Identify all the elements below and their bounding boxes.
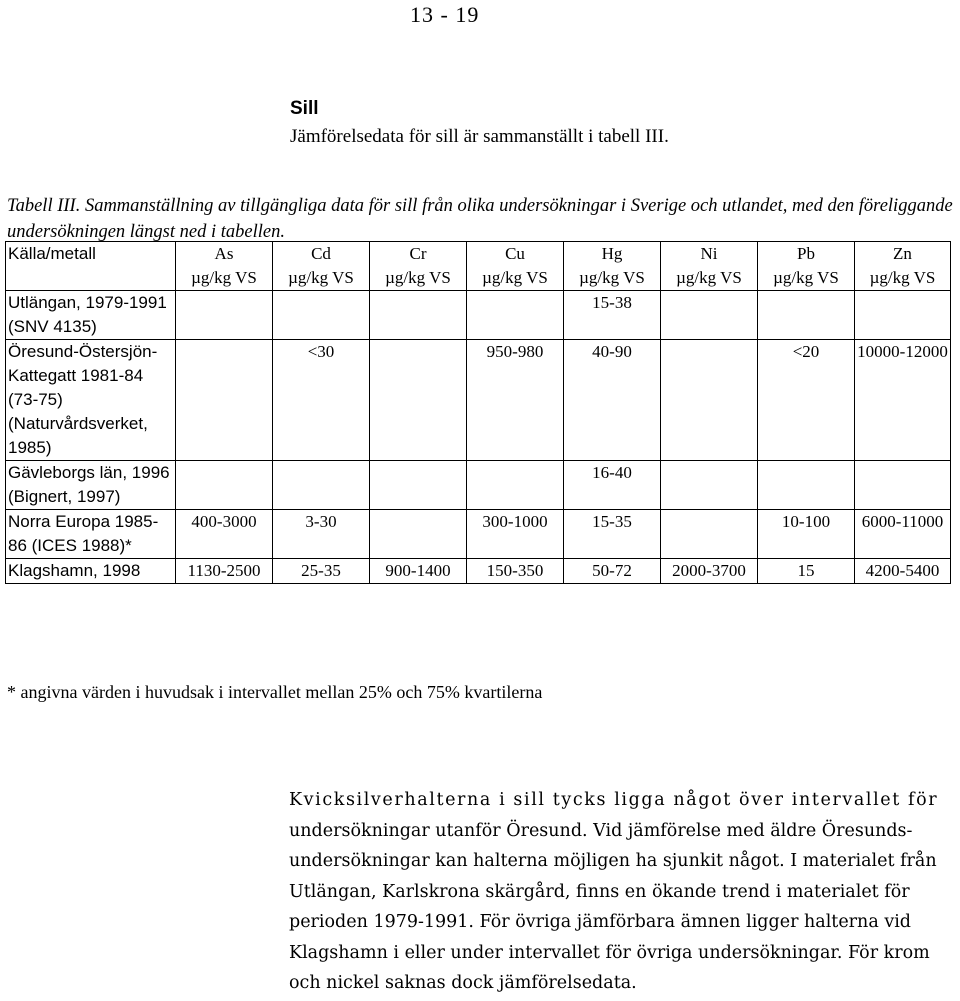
value-cell: 15-38 xyxy=(564,291,661,340)
value-cell: 50-72 xyxy=(564,559,661,584)
value-cell xyxy=(467,291,564,340)
table-row xyxy=(6,510,951,559)
value-cell: 950-980 xyxy=(467,340,564,461)
table-caption: Tabell III. Sammanställning av tillgängliga data för sill från olika undersökningar i Sverige och utlandet, med den föreliggande undersökningen längst ned i tabellen. xyxy=(7,196,953,242)
value-cell xyxy=(855,291,951,340)
header-metal xyxy=(855,242,951,291)
row-source: Norra Europa 1985-86 (ICES 1988)* xyxy=(6,510,176,559)
value-cell: 300-1000 xyxy=(467,510,564,559)
table-row xyxy=(6,340,951,461)
value-cell: 10-100 xyxy=(758,510,855,559)
row-source: Utlängan, 1979-1991 (SNV 4135) xyxy=(6,291,176,340)
value-cell: 15-35 xyxy=(564,510,661,559)
metal-name: Zn xyxy=(893,244,912,263)
header-source: Källa/metall xyxy=(6,242,176,291)
value-cell xyxy=(758,461,855,510)
value-cell: 40-90 xyxy=(564,340,661,461)
metal-comparison-table xyxy=(5,241,951,584)
value-cell xyxy=(661,291,758,340)
value-cell xyxy=(176,291,273,340)
unit-label: µg/kg VS xyxy=(482,268,548,287)
value-cell xyxy=(370,461,467,510)
value-cell: 400-3000 xyxy=(176,510,273,559)
unit-label: µg/kg VS xyxy=(869,268,936,287)
section-heading: Sill xyxy=(290,98,319,119)
table-row xyxy=(6,559,951,584)
value-cell: 900-1400 xyxy=(370,559,467,584)
unit-label: µg/kg VS xyxy=(676,268,742,287)
metal-name: Pb xyxy=(797,244,815,263)
unit-label: µg/kg VS xyxy=(773,268,839,287)
value-cell: 1130-2500 xyxy=(176,559,273,584)
value-cell: 10000-12000 xyxy=(855,340,951,461)
value-cell xyxy=(467,461,564,510)
metal-name: Hg xyxy=(601,244,623,263)
value-cell xyxy=(176,461,273,510)
value-cell: <30 xyxy=(273,340,370,461)
header-metal xyxy=(758,242,855,291)
metal-name: Cd xyxy=(311,244,331,263)
value-cell: 6000-11000 xyxy=(855,510,951,559)
value-cell: 15 xyxy=(758,559,855,584)
value-cell xyxy=(661,510,758,559)
value-cell xyxy=(370,510,467,559)
header-metal xyxy=(370,242,467,291)
header-metal xyxy=(273,242,370,291)
row-source: Gävleborgs län, 1996 (Bignert, 1997) xyxy=(6,461,176,510)
table-row xyxy=(6,461,951,510)
value-cell: 16-40 xyxy=(564,461,661,510)
value-cell: 150-350 xyxy=(467,559,564,584)
section-intro: Jämförelsedata för sill är sammanställt i tabell III. xyxy=(290,126,669,147)
value-cell: 2000-3700 xyxy=(661,559,758,584)
table-row xyxy=(6,291,951,340)
unit-label: µg/kg VS xyxy=(579,268,645,287)
value-cell: 4200-5400 xyxy=(855,559,951,584)
header-metal xyxy=(661,242,758,291)
value-cell xyxy=(661,340,758,461)
value-cell xyxy=(661,461,758,510)
value-cell: 3-30 xyxy=(273,510,370,559)
row-source: Öresund-Östersjön-Kattegatt 1981-84 (73-75) (Naturvårdsverket, 1985) xyxy=(6,340,176,461)
metal-name: As xyxy=(214,244,234,263)
value-cell xyxy=(273,461,370,510)
header-metal xyxy=(467,242,564,291)
value-cell xyxy=(370,291,467,340)
value-cell xyxy=(855,461,951,510)
table-footnote: * angivna värden i huvudsak i intervallet mellan 25% och 75% kvartilerna xyxy=(7,682,543,702)
row-source: Klagshamn, 1998 xyxy=(6,559,176,584)
metal-name: Ni xyxy=(700,244,718,263)
unit-label: µg/kg VS xyxy=(385,268,451,287)
header-metal xyxy=(176,242,273,291)
value-cell: 25-35 xyxy=(273,559,370,584)
body-paragraph xyxy=(289,785,957,999)
value-cell xyxy=(273,291,370,340)
table-header-row xyxy=(6,242,951,291)
page-number: 13 - 19 xyxy=(410,2,480,27)
header-metal xyxy=(564,242,661,291)
paragraph-rest: undersökningar utanför Öresund. Vid jämförelse med äldre Öresunds-undersökningar kan halterna möjligen ha sjunkit något. I materialet från Utlängan, Karlskrona skärgård, finns en ökande trend i materialet för perioden 1979-1991. För övriga jämförbara ämnen ligger halterna vid Klagshamn i eller under intervallet för övriga undersökningar. För krom och nickel saknas dock jämförelsedata. xyxy=(289,820,937,993)
value-cell xyxy=(758,291,855,340)
value-cell xyxy=(176,340,273,461)
unit-label: µg/kg VS xyxy=(288,268,354,287)
paragraph-first-line: Kvicksilverhalterna i sill tycks ligga något över intervallet för xyxy=(289,790,939,810)
value-cell: <20 xyxy=(758,340,855,461)
metal-name: Cr xyxy=(409,244,427,263)
metal-name: Cu xyxy=(505,244,525,263)
unit-label: µg/kg VS xyxy=(191,268,257,287)
value-cell xyxy=(370,340,467,461)
